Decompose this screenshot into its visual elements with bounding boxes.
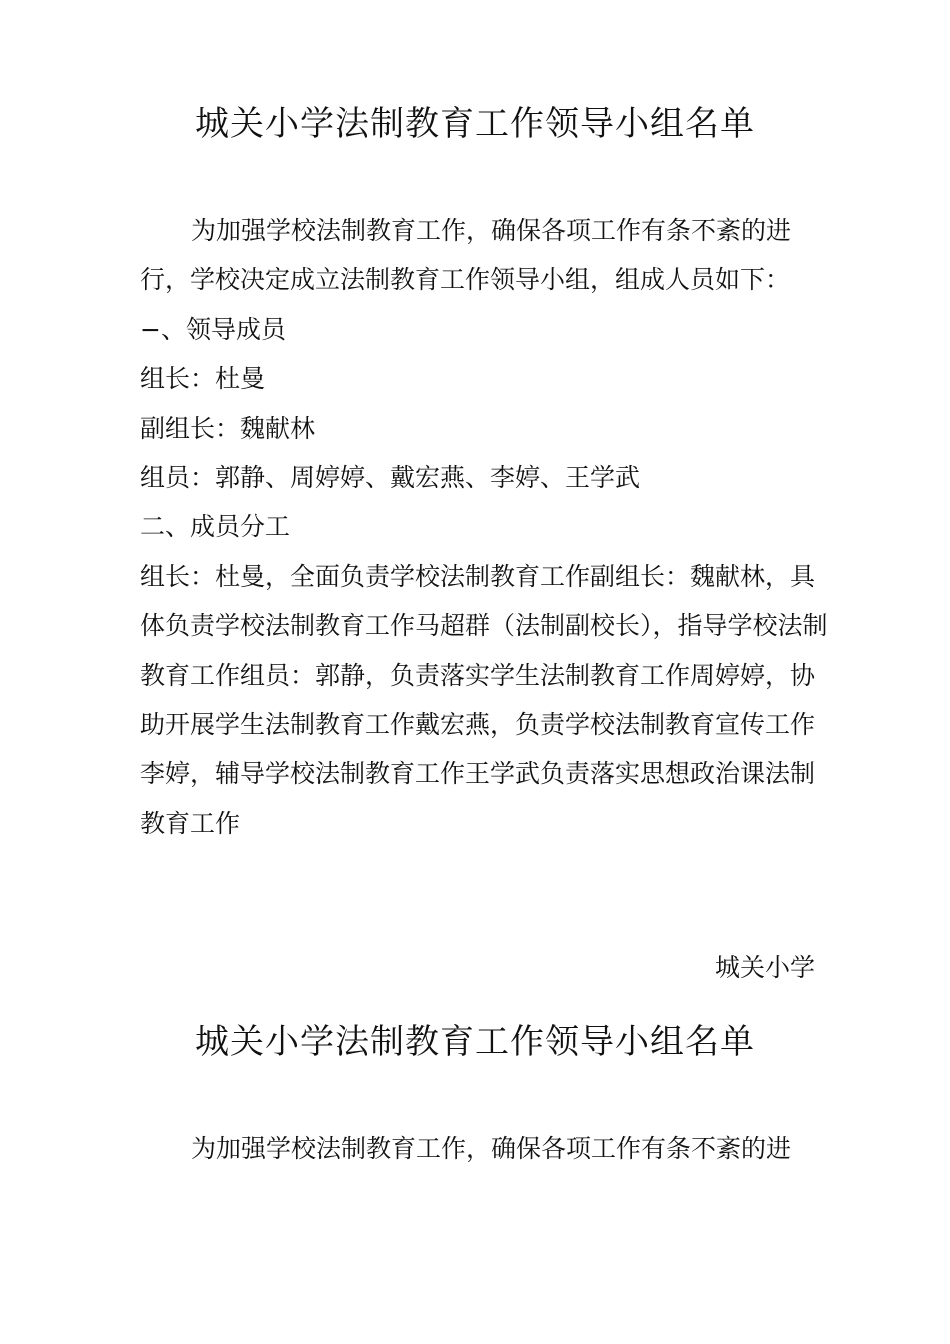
repeat-document-title: 城关小学法制教育工作领导小组名单 [195,1022,755,1062]
signature: 城关小学 [714,953,815,982]
intro-paragraph: 为加强学校法制教育工作，确保各项工作有条不紊的进行，学校决定成立法制教育工作领导小组，组成人员如下：−、领导成员 [140,216,792,344]
division-paragraph: 组长：杜曼，全面负责学校法制教育工作副组长：魏献林，具体负责学校法制教育工作马超群（法制副校长），指导学校法制教育工作组员：郭静，负责落实学生法制教育工作周婷婷，协助开展学生法制教育工作戴宏燕，负责学校法制教育宣传工作李婷，辅导学校法制教育工作王学武负责落实思想政治课法制教育工作 [140,561,828,838]
document-body [140,206,830,848]
section-two-heading: 二、成员分工 [140,512,291,542]
deputy-leader-line: 副组长：魏献林 [140,413,316,443]
leader-line: 组长：杜曼 [140,364,266,394]
repeat-intro-paragraph: 为加强学校法制教育工作，确保各项工作有条不紊的进 [191,1134,792,1163]
document-title: 城关小学法制教育工作领导小组名单 [195,104,755,144]
members-line: 组员：郭静、周婷婷、戴宏燕、李婷、王学武 [140,463,641,493]
repeat-document-body [140,1124,830,1173]
